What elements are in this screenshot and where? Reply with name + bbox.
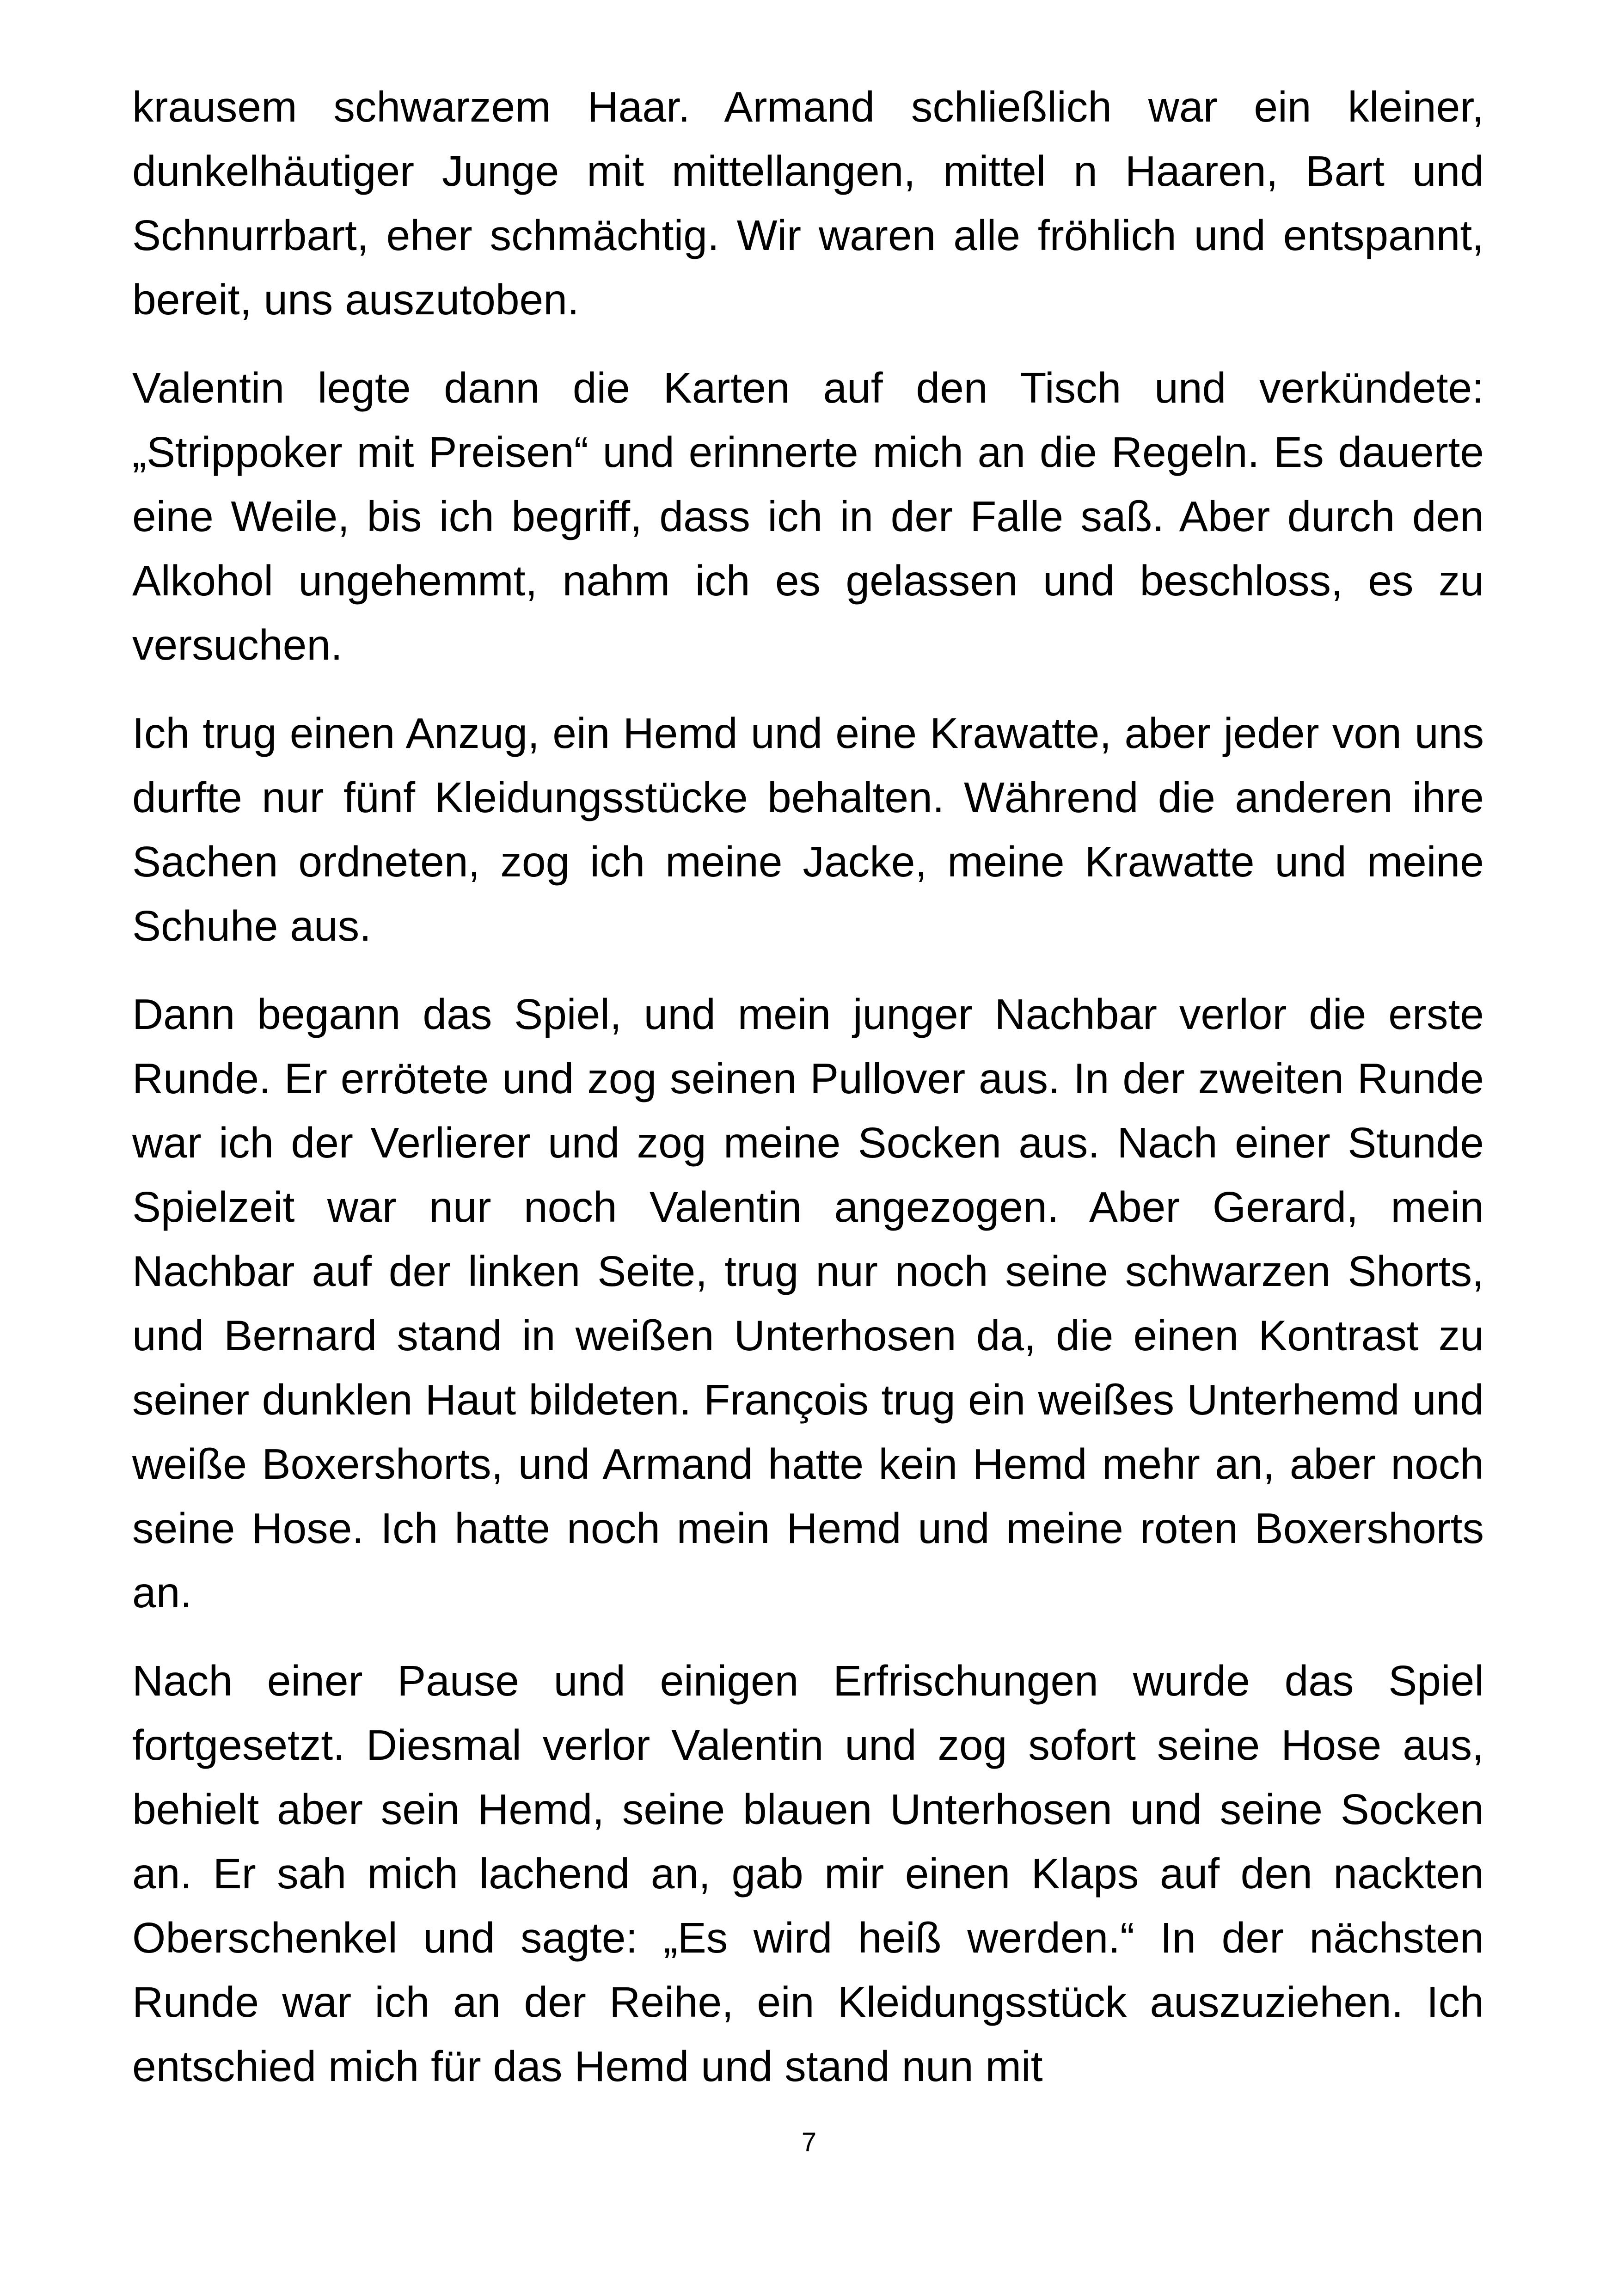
paragraph: krausem schwarzem Haar. Armand schließlich war ein kleiner, dunkelhäutiger Junge mit mittellangen, mittel n Haaren, Bart und Schnurrbart, eher schmächtig. Wir waren alle fröhlich und entspannt, bereit, uns auszutoben. (132, 83, 1484, 324)
page-number: 7 (801, 2127, 817, 2157)
paragraph: Valentin legte dann die Karten auf den Tisch und verkündete: „Strippoker mit Preisen“ und erinnerte mich an die Regeln. Es dauerte eine Weile, bis ich begriff, dass ich in der Falle saß. Aber durch den Alkohol ungehemmt, nahm ich es gelassen und beschloss, es zu versuchen. (132, 364, 1484, 669)
paragraph: Dann begann das Spiel, und mein junger Nachbar verlor die erste Runde. Er errötete und zog seinen Pullover aus. In der zweiten Runde war ich der Verlierer und zog meine Socken aus. Nach einer Stunde Spielzeit war nur noch Valentin angezogen. Aber Gerard, mein Nachbar auf der linken Seite, trug nur noch seine schwarzen Shorts, und Bernard stand in weißen Unterhosen da, die einen Kontrast zu seiner dunklen Haut bildeten. François trug ein weißes Unterhemd und weiße Boxershorts, und Armand hatte kein Hemd mehr an, aber noch seine Hose. Ich hatte noch mein Hemd und meine roten Boxershorts an. (132, 990, 1484, 1616)
paragraph: Nach einer Pause und einigen Erfrischungen wurde das Spiel fortgesetzt. Diesmal verlor Valentin und zog sofort seine Hose aus, behielt aber sein Hemd, seine blauen Unterhosen und seine Socken an. Er sah mich lachend an, gab mir einen Klaps auf den nackten Oberschenkel und sagte: „Es wird heiß werden.“ In der nächsten Runde war ich an der Reihe, ein Kleidungsstück auszuziehen. Ich entschied mich für das Hemd und stand nun mit (132, 1657, 1484, 2090)
paragraph: Ich trug einen Anzug, ein Hemd und eine Krawatte, aber jeder von uns durfte nur fünf Kleidungsstücke behalten. Während die anderen ihre Sachen ordneten, zog ich meine Jacke, meine Krawatte und meine Schuhe aus. (132, 709, 1484, 950)
body-text (132, 75, 1484, 2123)
